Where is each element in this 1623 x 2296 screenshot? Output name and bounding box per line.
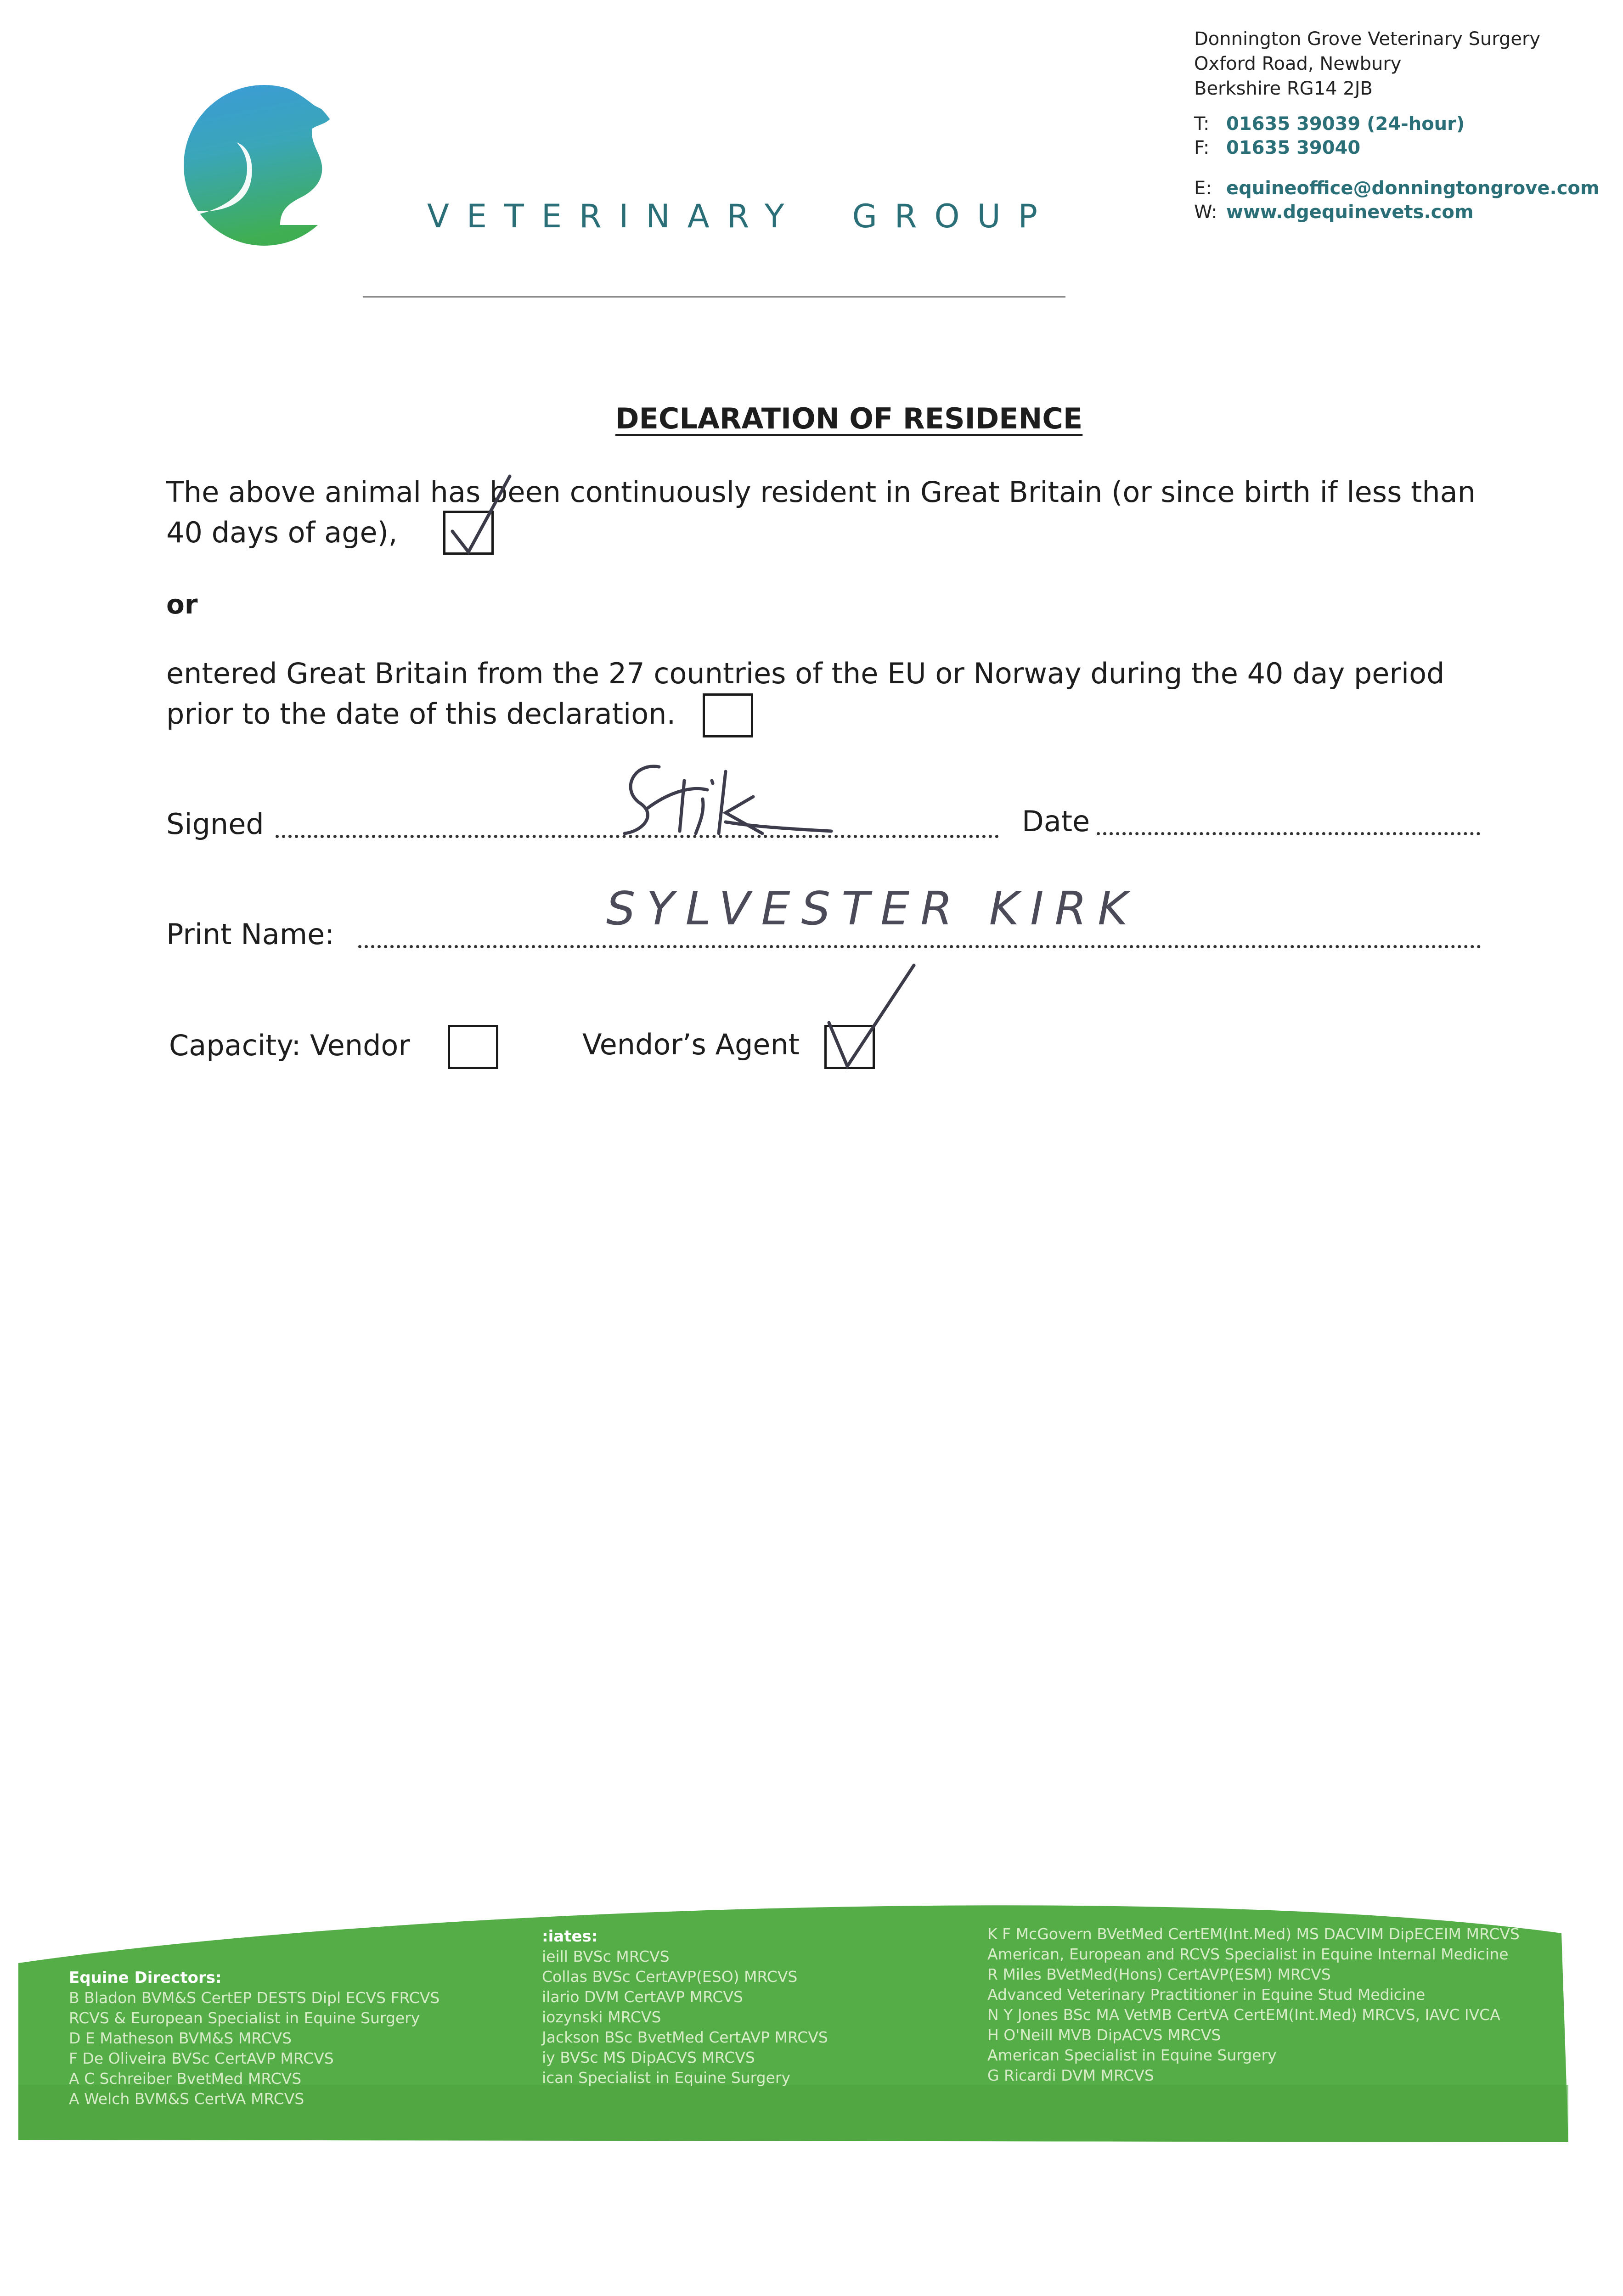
veterinary-group-logo xyxy=(181,73,351,253)
website-link[interactable]: www.dgequinevets.com xyxy=(1226,202,1474,223)
associates-heading: :iates: xyxy=(542,1927,598,1946)
associate-entry: ican Specialist in Equine Surgery xyxy=(542,2069,790,2087)
email-line xyxy=(1194,177,1600,200)
statement-entered-line1: entered Great Britain from the 27 countries of the EU or Norway during the 40 day period xyxy=(166,657,1445,690)
footer-consultants xyxy=(987,1924,1520,2086)
consultant-entry: K F McGovern BVetMed CertEM(Int.Med) MS DACVIM DipECEIM MRCVS xyxy=(987,1925,1520,1943)
director-entry: A Welch BVM&S CertVA MRCVS xyxy=(69,2090,304,2108)
associate-entry: iozynski MRCVS xyxy=(542,2008,661,2026)
address-line: Berkshire RG14 2JB xyxy=(1194,78,1373,99)
directors-heading: Equine Directors: xyxy=(69,1969,222,1987)
consultant-entry: Advanced Veterinary Practitioner in Equine Stud Medicine xyxy=(987,1986,1426,2003)
consultant-entry: American Specialist in Equine Surgery xyxy=(987,2046,1277,2064)
director-entry: F De Oliveira BVSc CertAVP MRCVS xyxy=(69,2049,334,2067)
print-name-label: Print Name: xyxy=(166,917,335,951)
signed-label: Signed xyxy=(166,807,264,841)
statement-resident-line2: 40 days of age), xyxy=(166,516,398,549)
date-label: Date xyxy=(1022,805,1090,838)
vendor-agent-checkbox[interactable] xyxy=(824,1025,875,1069)
entered-checkbox[interactable] xyxy=(703,693,753,737)
associate-entry: ieill BVSc MRCVS xyxy=(542,1947,670,1965)
address-line: Donnington Grove Veterinary Surgery xyxy=(1194,28,1541,50)
email-label: E: xyxy=(1194,178,1212,199)
telephone-label: T: xyxy=(1194,113,1210,135)
checkmark-icon xyxy=(441,476,514,554)
date-line[interactable] xyxy=(1097,832,1480,835)
header-divider xyxy=(363,296,1065,298)
email-link[interactable]: equineoffice@donningtongrove.com xyxy=(1226,178,1600,199)
handwritten-signature xyxy=(615,753,836,845)
director-entry: D E Matheson BVM&S MRCVS xyxy=(69,2029,292,2047)
fax-label: F: xyxy=(1194,137,1210,158)
brand-wordmark xyxy=(427,197,1055,235)
associate-entry: iy BVSc MS DipACVS MRCVS xyxy=(542,2048,755,2066)
capacity-vendor-label: Capacity: Vendor xyxy=(169,1029,410,1062)
web-label: W: xyxy=(1194,202,1217,223)
resident-checkbox[interactable] xyxy=(443,511,494,555)
web-line xyxy=(1194,201,1474,224)
print-name-value[interactable]: SYLVESTER KIRK xyxy=(606,882,1139,935)
footer-directors xyxy=(69,1968,440,2109)
director-entry: A C Schreiber BvetMed MRCVS xyxy=(69,2070,302,2088)
footer-associates xyxy=(542,1926,828,2088)
consultant-entry: N Y Jones BSc MA VetMB CertVA CertEM(Int.Med) MRCVS, IAVC IVCA xyxy=(987,2006,1500,2024)
fax-line xyxy=(1194,136,1360,159)
brand-word-group: GROUP xyxy=(852,197,1055,235)
checkmark-icon xyxy=(820,965,921,1071)
associate-entry: Jackson BSc BvetMed CertAVP MRCVS xyxy=(542,2028,828,2046)
consultant-entry: H O'Neill MVB DipACVS MRCVS xyxy=(987,2026,1221,2044)
vendor-checkbox[interactable] xyxy=(448,1025,498,1069)
print-name-line[interactable] xyxy=(358,945,1481,948)
statement-entered-line2: prior to the date of this declaration. xyxy=(166,697,676,731)
page-title: DECLARATION OF RESIDENCE xyxy=(615,402,1083,435)
brand-word-veterinary: VETERINARY xyxy=(427,197,802,235)
director-entry: RCVS & European Specialist in Equine Surgery xyxy=(69,2009,420,2027)
associate-entry: Collas BVSc CertAVP(ESO) MRCVS xyxy=(542,1968,798,1986)
director-entry: B Bladon BVM&S CertEP DESTS Dipl ECVS FRCVS xyxy=(69,1989,440,2007)
consultant-entry: G Ricardi DVM MRCVS xyxy=(987,2066,1154,2084)
telephone-number[interactable]: 01635 39039 (24-hour) xyxy=(1226,113,1465,135)
consultant-entry: R Miles BVetMed(Hons) CertAVP(ESM) MRCVS xyxy=(987,1965,1331,1983)
fax-number: 01635 39040 xyxy=(1226,137,1361,158)
practice-address xyxy=(1194,27,1540,101)
vendor-agent-label: Vendor’s Agent xyxy=(582,1028,800,1061)
or-separator: or xyxy=(166,589,198,620)
associate-entry: ilario DVM CertAVP MRCVS xyxy=(542,1988,743,2006)
telephone-line xyxy=(1194,113,1465,135)
statement-resident-line1: The above animal has been continuously resident in Great Britain (or since birth if less than xyxy=(166,475,1476,509)
consultant-entry: American, European and RCVS Specialist in Equine Internal Medicine xyxy=(987,1945,1509,1963)
address-line: Oxford Road, Newbury xyxy=(1194,53,1402,74)
